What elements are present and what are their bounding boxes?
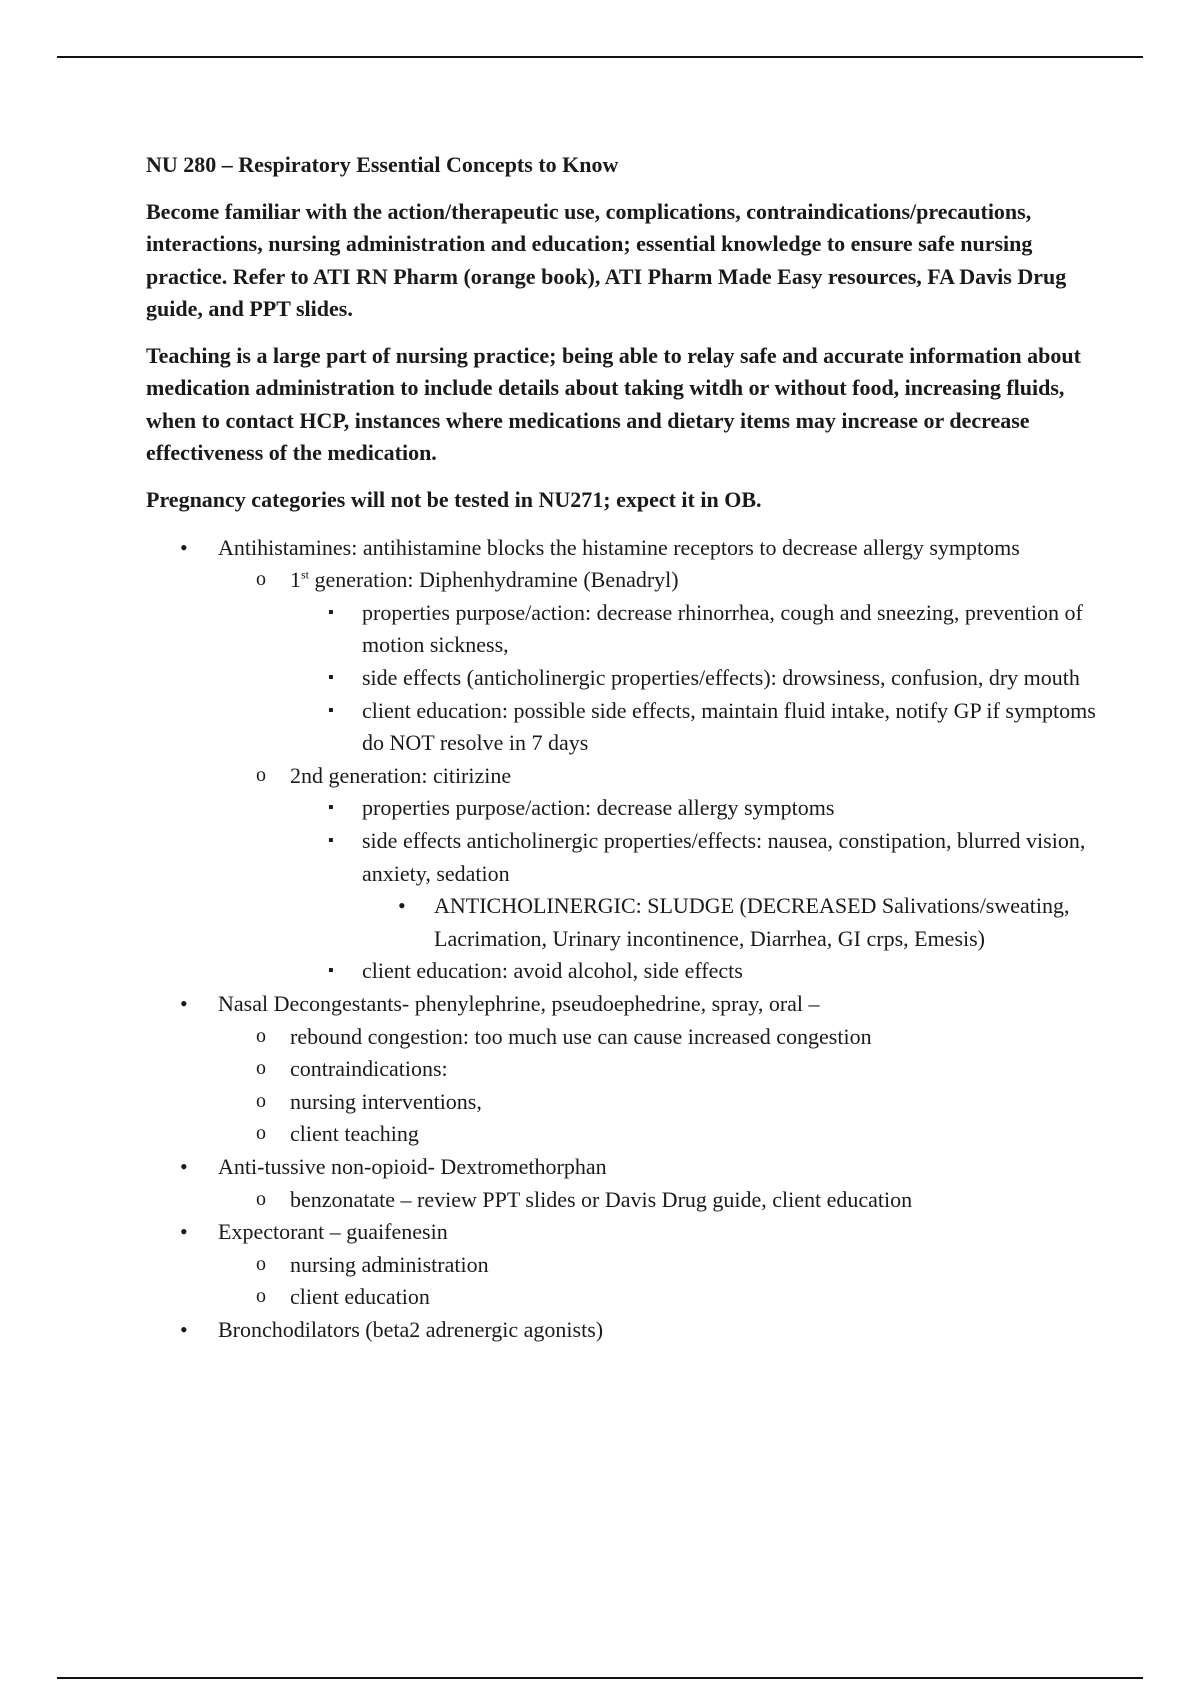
list-item: o nursing administration bbox=[218, 1249, 1096, 1282]
list-item: o client teaching bbox=[218, 1118, 1096, 1151]
list-item: o benzonatate – review PPT slides or Davis Drug guide, client education bbox=[218, 1184, 1096, 1217]
list-item-first-generation bbox=[218, 564, 1096, 760]
antitussive-details bbox=[218, 1184, 1096, 1217]
list-item-bronchodilators bbox=[146, 1314, 1096, 1347]
list-item: o contraindications: bbox=[218, 1053, 1096, 1086]
list-item: o nursing interventions, bbox=[218, 1086, 1096, 1119]
list-item: ▪ properties purpose/action: decrease rhinorrhea, cough and sneezing, prevention of motion sickness, bbox=[290, 597, 1096, 662]
list-item-antitussive bbox=[146, 1151, 1096, 1216]
list-item: ▪ properties purpose/action: decrease allergy symptoms bbox=[290, 792, 1096, 825]
list-item-decongestants bbox=[146, 988, 1096, 1151]
decongestants-details bbox=[218, 1021, 1096, 1151]
bottom-rule bbox=[57, 1677, 1143, 1679]
gen2-side-effects: side effects anticholinergic properties/effects: nausea, constipation, blurred vision, anxiety, sedation bbox=[362, 828, 1086, 886]
list-item-second-generation bbox=[218, 760, 1096, 988]
intro-paragraph: Become familiar with the action/therapeutic use, complications, contraindications/precautions, interactions, nursing administration and education; essential knowledge to ensure safe nursing practice. Refer to ATI RN Pharm (orange book), ATI Pharm Made Easy resources, FA Davis Drug guide, and PPT slides. bbox=[146, 199, 1067, 321]
teaching-paragraph: Teaching is a large part of nursing practice; being able to relay safe and accurate information about medication administration to include details about taking witdh or without food, increasing fluids, when to contact HCP, instances where medications and dietary items may increase or decrease effectiveness of the medication. bbox=[146, 343, 1081, 466]
list-item-expectorant bbox=[146, 1216, 1096, 1314]
bronchodilators-label: Bronchodilators (beta2 adrenergic agonists) bbox=[218, 1316, 604, 1342]
top-rule bbox=[57, 56, 1143, 58]
gen1-number: 1 bbox=[290, 567, 301, 593]
antihistamine-generations bbox=[218, 564, 1096, 988]
document-title: NU 280 – Respiratory Essential Concepts to Know bbox=[146, 152, 619, 177]
expectorant-details bbox=[218, 1249, 1096, 1314]
gen2-details bbox=[290, 792, 1096, 988]
gen1-superscript: st bbox=[301, 567, 310, 582]
document-body bbox=[146, 148, 1096, 1347]
antitussive-label: Anti-tussive non-opioid- Dextromethorphan bbox=[218, 1153, 607, 1179]
antihistamines-label: Antihistamines: antihistamine blocks the histamine receptors to decrease allergy symptoms bbox=[218, 534, 1020, 560]
list-item: o rebound congestion: too much use can cause increased congestion bbox=[218, 1021, 1096, 1054]
list-item: ▪ side effects (anticholinergic properties/effects): drowsiness, confusion, dry mouth bbox=[290, 662, 1096, 695]
sludge-list bbox=[362, 890, 1096, 955]
list-item-side-effects bbox=[290, 825, 1096, 955]
pregnancy-paragraph: Pregnancy categories will not be tested in NU271; expect it in OB. bbox=[146, 487, 762, 513]
expectorant-label: Expectorant – guaifenesin bbox=[218, 1219, 448, 1245]
gen2-label: 2nd generation: citirizine bbox=[290, 762, 512, 788]
decongestants-label: Nasal Decongestants- phenylephrine, pseudoephedrine, spray, oral – bbox=[218, 990, 820, 1016]
list-item-antihistamines bbox=[146, 532, 1096, 988]
list-item-sludge: • ANTICHOLINERGIC: SLUDGE (DECREASED Salivations/sweating, Lacrimation, Urinary incontinence, Diarrhea, GI crps, Emesis) bbox=[362, 890, 1096, 955]
list-item: o client education bbox=[218, 1281, 1096, 1314]
gen1-label: generation: Diphenhydramine (Benadryl) bbox=[309, 567, 679, 593]
drug-class-list bbox=[146, 532, 1096, 1347]
gen1-details bbox=[290, 597, 1096, 760]
list-item: ▪ client education: possible side effects, maintain fluid intake, notify GP if symptoms do NOT resolve in 7 days bbox=[290, 695, 1096, 760]
list-item: ▪ client education: avoid alcohol, side effects bbox=[290, 955, 1096, 988]
